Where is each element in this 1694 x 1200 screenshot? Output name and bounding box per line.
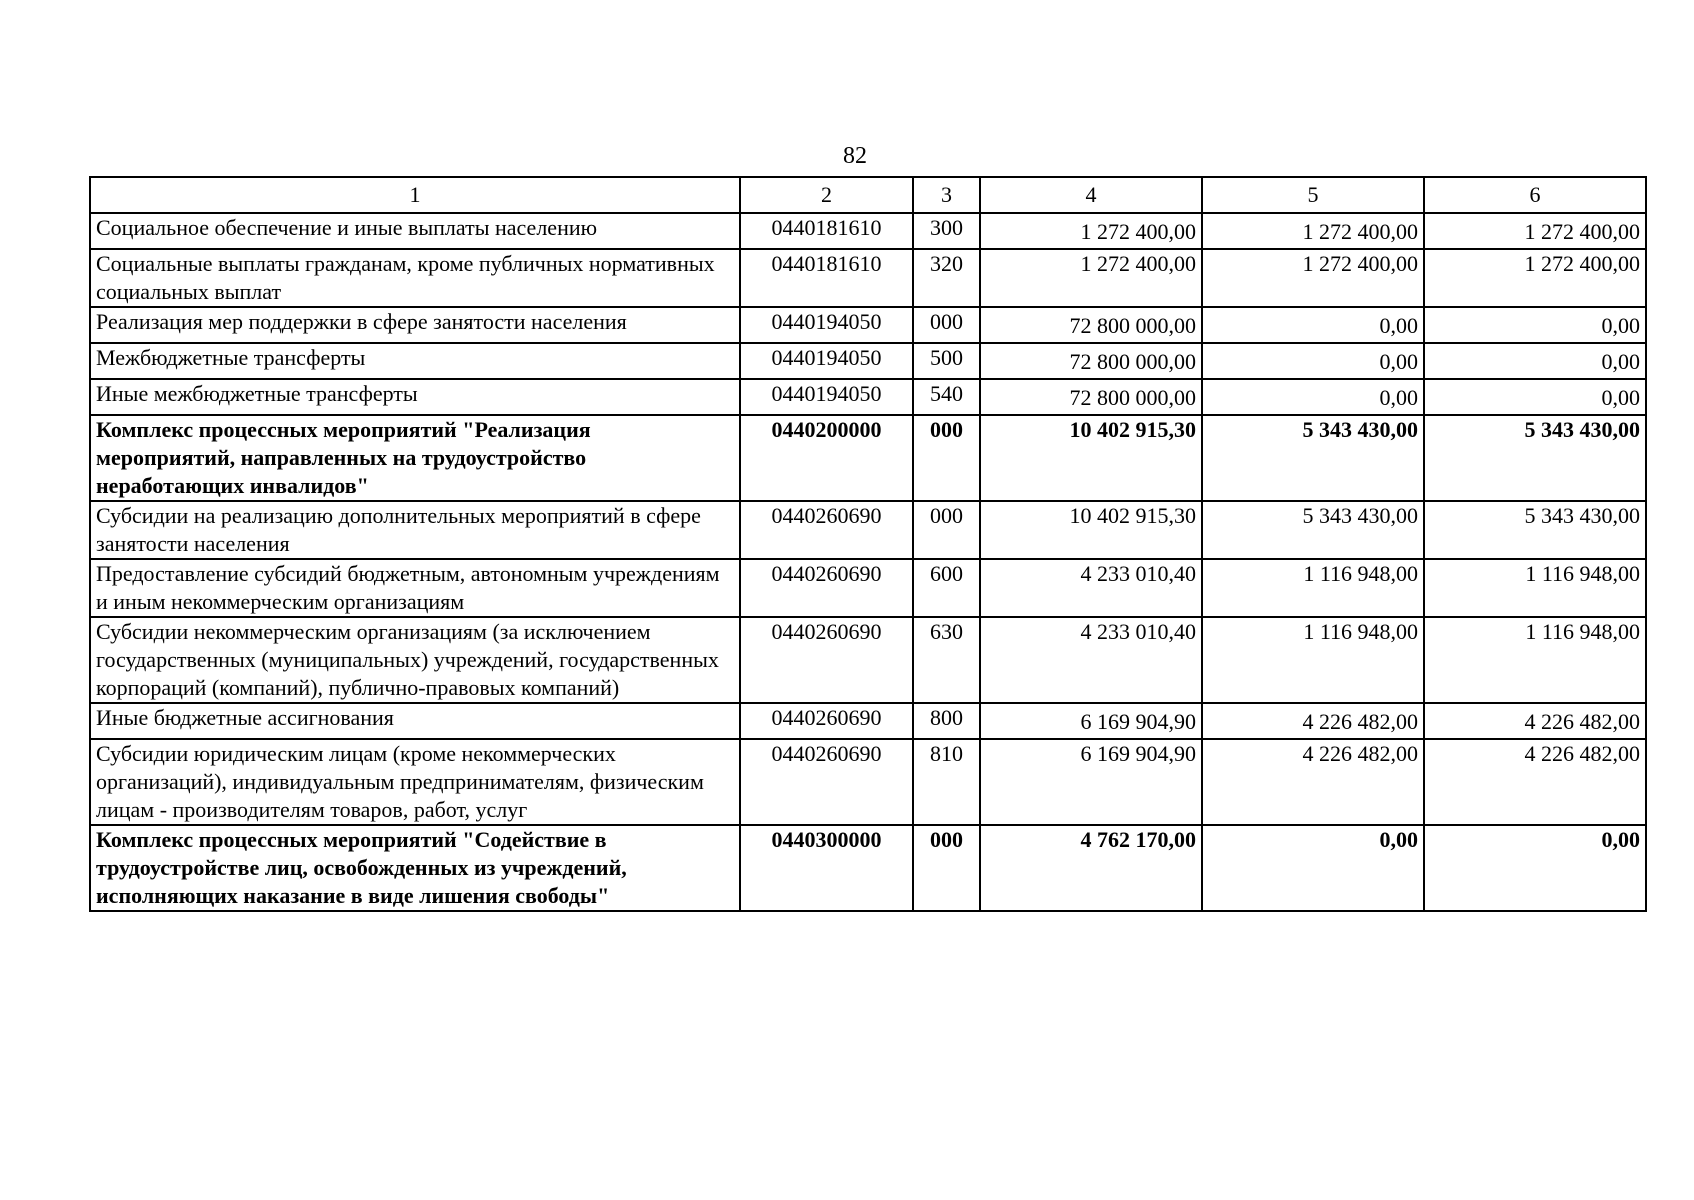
row-expense-type: 810 — [913, 739, 980, 825]
row-amount-col5: 1 272 400,00 — [1202, 213, 1424, 249]
row-target-code: 0440200000 — [740, 415, 913, 501]
row-name: Субсидии юридическим лицам (кроме некоммерческих организаций), индивидуальным предпринимателям, физическим лицам - производителям товаров, работ, услуг — [90, 739, 740, 825]
table-row — [90, 307, 1646, 343]
header-col-4: 4 — [980, 177, 1202, 213]
row-amount-col5: 0,00 — [1202, 307, 1424, 343]
table-row — [90, 559, 1646, 617]
row-expense-type: 600 — [913, 559, 980, 617]
row-amount-col6: 1 116 948,00 — [1424, 559, 1646, 617]
row-amount-col6: 5 343 430,00 — [1424, 415, 1646, 501]
row-amount-col4: 72 800 000,00 — [980, 307, 1202, 343]
budget-table — [89, 176, 1647, 912]
row-amount-col6: 0,00 — [1424, 825, 1646, 911]
row-amount-col5: 0,00 — [1202, 825, 1424, 911]
row-target-code: 0440300000 — [740, 825, 913, 911]
header-col-1: 1 — [90, 177, 740, 213]
row-amount-col4: 10 402 915,30 — [980, 415, 1202, 501]
row-target-code: 0440194050 — [740, 379, 913, 415]
row-name: Иные бюджетные ассигнования — [90, 703, 740, 739]
row-amount-col6: 1 272 400,00 — [1424, 213, 1646, 249]
table-row — [90, 703, 1646, 739]
row-amount-col5: 1 116 948,00 — [1202, 559, 1424, 617]
row-expense-type: 320 — [913, 249, 980, 307]
table-row — [90, 501, 1646, 559]
row-target-code: 0440194050 — [740, 307, 913, 343]
row-amount-col5: 5 343 430,00 — [1202, 415, 1424, 501]
header-col-5: 5 — [1202, 177, 1424, 213]
row-expense-type: 540 — [913, 379, 980, 415]
row-target-code: 0440181610 — [740, 249, 913, 307]
row-target-code: 0440260690 — [740, 617, 913, 703]
row-target-code: 0440260690 — [740, 501, 913, 559]
row-amount-col5: 1 116 948,00 — [1202, 617, 1424, 703]
table-row — [90, 249, 1646, 307]
row-amount-col5: 4 226 482,00 — [1202, 739, 1424, 825]
row-name: Субсидии некоммерческим организациям (за исключением государственных (муниципальных) учреждений, государственных корпораций (компаний), публично-правовых компаний) — [90, 617, 740, 703]
row-expense-type: 000 — [913, 307, 980, 343]
row-amount-col6: 4 226 482,00 — [1424, 703, 1646, 739]
row-name: Комплекс процессных мероприятий "Содействие в трудоустройстве лиц, освобожденных из учреждений, исполняющих наказание в виде лишения свободы" — [90, 825, 740, 911]
row-amount-col6: 1 116 948,00 — [1424, 617, 1646, 703]
row-target-code: 0440260690 — [740, 739, 913, 825]
row-target-code: 0440194050 — [740, 343, 913, 379]
row-amount-col6: 0,00 — [1424, 379, 1646, 415]
page-number: 82 — [843, 143, 867, 169]
table-row — [90, 739, 1646, 825]
row-amount-col4: 4 233 010,40 — [980, 617, 1202, 703]
row-amount-col6: 4 226 482,00 — [1424, 739, 1646, 825]
row-name: Межбюджетные трансферты — [90, 343, 740, 379]
row-expense-type: 500 — [913, 343, 980, 379]
row-expense-type: 800 — [913, 703, 980, 739]
row-name: Реализация мер поддержки в сфере занятости населения — [90, 307, 740, 343]
row-expense-type: 300 — [913, 213, 980, 249]
row-name: Комплекс процессных мероприятий "Реализация мероприятий, направленных на трудоустройство неработающих инвалидов" — [90, 415, 740, 501]
row-name: Социальные выплаты гражданам, кроме публичных нормативных социальных выплат — [90, 249, 740, 307]
row-amount-col5: 4 226 482,00 — [1202, 703, 1424, 739]
table-row-section-total — [90, 825, 1646, 911]
table-row — [90, 213, 1646, 249]
row-name: Иные межбюджетные трансферты — [90, 379, 740, 415]
row-amount-col4: 10 402 915,30 — [980, 501, 1202, 559]
row-amount-col5: 1 272 400,00 — [1202, 249, 1424, 307]
row-amount-col4: 6 169 904,90 — [980, 739, 1202, 825]
row-amount-col4: 6 169 904,90 — [980, 703, 1202, 739]
row-name: Субсидии на реализацию дополнительных мероприятий в сфере занятости населения — [90, 501, 740, 559]
row-amount-col5: 0,00 — [1202, 343, 1424, 379]
row-expense-type: 630 — [913, 617, 980, 703]
row-target-code: 0440260690 — [740, 559, 913, 617]
row-amount-col4: 72 800 000,00 — [980, 343, 1202, 379]
row-amount-col4: 4 233 010,40 — [980, 559, 1202, 617]
header-col-3: 3 — [913, 177, 980, 213]
row-amount-col6: 5 343 430,00 — [1424, 501, 1646, 559]
row-amount-col6: 0,00 — [1424, 343, 1646, 379]
table-row — [90, 343, 1646, 379]
row-name: Предоставление субсидий бюджетным, автономным учреждениям и иным некоммерческим организациям — [90, 559, 740, 617]
row-amount-col5: 0,00 — [1202, 379, 1424, 415]
row-amount-col4: 1 272 400,00 — [980, 249, 1202, 307]
row-target-code: 0440181610 — [740, 213, 913, 249]
table-row-section-total — [90, 415, 1646, 501]
row-expense-type: 000 — [913, 825, 980, 911]
header-row — [90, 177, 1646, 213]
header-col-6: 6 — [1424, 177, 1646, 213]
table-row — [90, 617, 1646, 703]
row-name: Социальное обеспечение и иные выплаты населению — [90, 213, 740, 249]
row-target-code: 0440260690 — [740, 703, 913, 739]
row-amount-col4: 4 762 170,00 — [980, 825, 1202, 911]
row-amount-col6: 1 272 400,00 — [1424, 249, 1646, 307]
row-amount-col6: 0,00 — [1424, 307, 1646, 343]
row-expense-type: 000 — [913, 415, 980, 501]
row-amount-col5: 5 343 430,00 — [1202, 501, 1424, 559]
row-expense-type: 000 — [913, 501, 980, 559]
row-amount-col4: 72 800 000,00 — [980, 379, 1202, 415]
header-col-2: 2 — [740, 177, 913, 213]
row-amount-col4: 1 272 400,00 — [980, 213, 1202, 249]
table-row — [90, 379, 1646, 415]
